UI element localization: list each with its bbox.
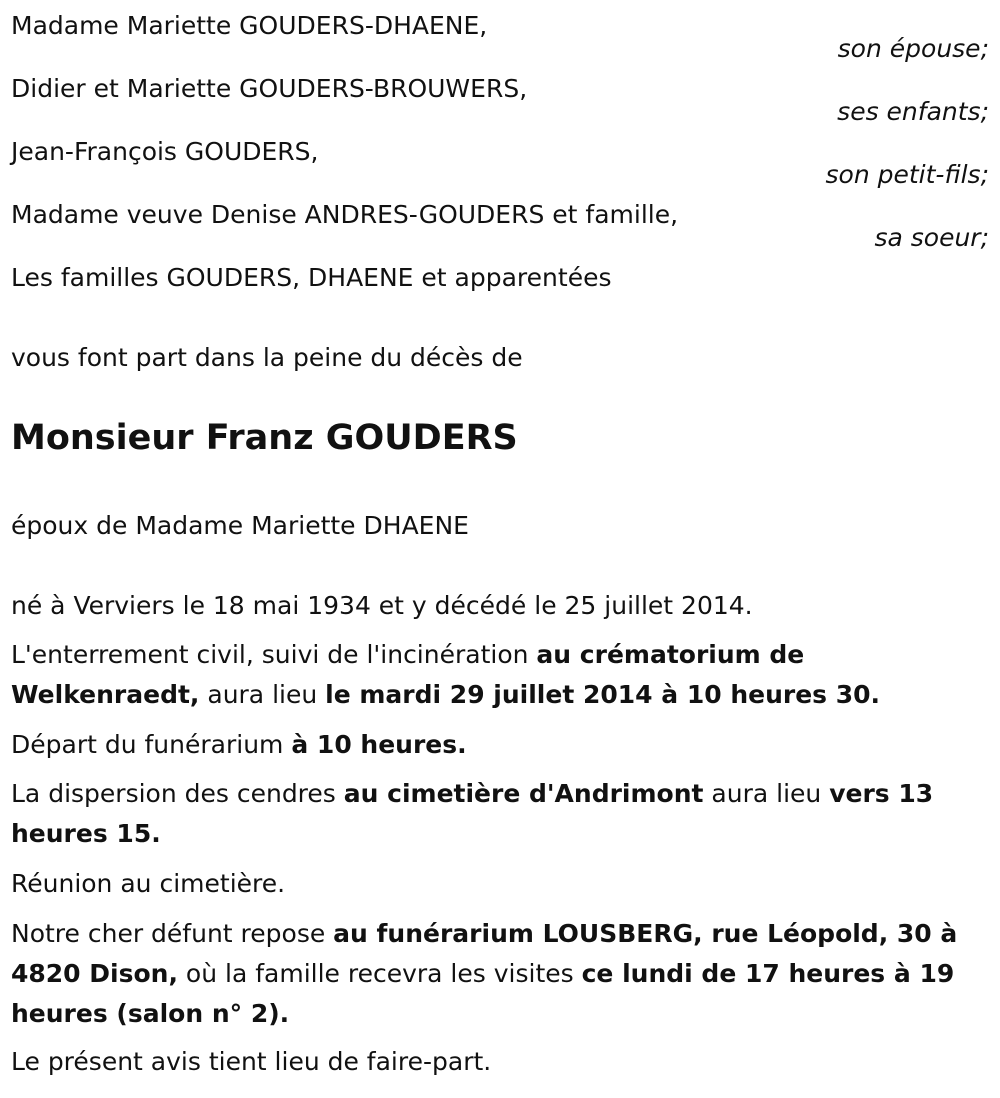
family-member-role: ses enfants; — [837, 97, 989, 126]
family-member-name: Les familles GOUDERS, DHAENE et apparentées — [11, 263, 612, 292]
ceremony-paragraph: L'enterrement civil, suivi de l'incinération au crématorium de Welkenraedt, aura lieu le mardi 29 juillet 2014 à 10 heures 30. — [11, 640, 881, 709]
announcement-text: vous font part dans la peine du décès de — [11, 343, 523, 372]
family-member-role: sa soeur; — [874, 223, 989, 252]
family-member-name: Madame Mariette GOUDERS-DHAENE, — [11, 11, 488, 40]
rest-paragraph: Notre cher défunt repose au funérarium LOUSBERG, rue Léopold, 30 à 4820 Dison, où la famille recevra les visites ce lundi de 17 heures à 19 heures (salon n° 2). — [11, 919, 958, 1028]
birth-death-line: né à Verviers le 18 mai 1934 et y décédé le 25 juillet 2014. — [11, 591, 753, 620]
reunion-paragraph: Réunion au cimetière. — [11, 869, 286, 898]
family-member-role: son petit-fils; — [825, 160, 989, 189]
family-member-name: Madame veuve Denise ANDRES-GOUDERS et famille, — [11, 200, 679, 229]
spouse-line: époux de Madame Mariette DHAENE — [11, 511, 469, 540]
departure-paragraph: Départ du funérarium à 10 heures. — [11, 730, 467, 759]
family-member-name: Jean-François GOUDERS, — [11, 137, 319, 166]
deceased-name: Monsieur Franz GOUDERS — [11, 418, 518, 458]
family-member-name: Didier et Mariette GOUDERS-BROUWERS, — [11, 74, 528, 103]
dispersion-paragraph: La dispersion des cendres au cimetière d'Andrimont aura lieu vers 13 heures 15. — [11, 779, 934, 848]
closing-paragraph: Le présent avis tient lieu de faire-part. — [11, 1047, 492, 1076]
family-member-role: son épouse; — [837, 34, 989, 63]
